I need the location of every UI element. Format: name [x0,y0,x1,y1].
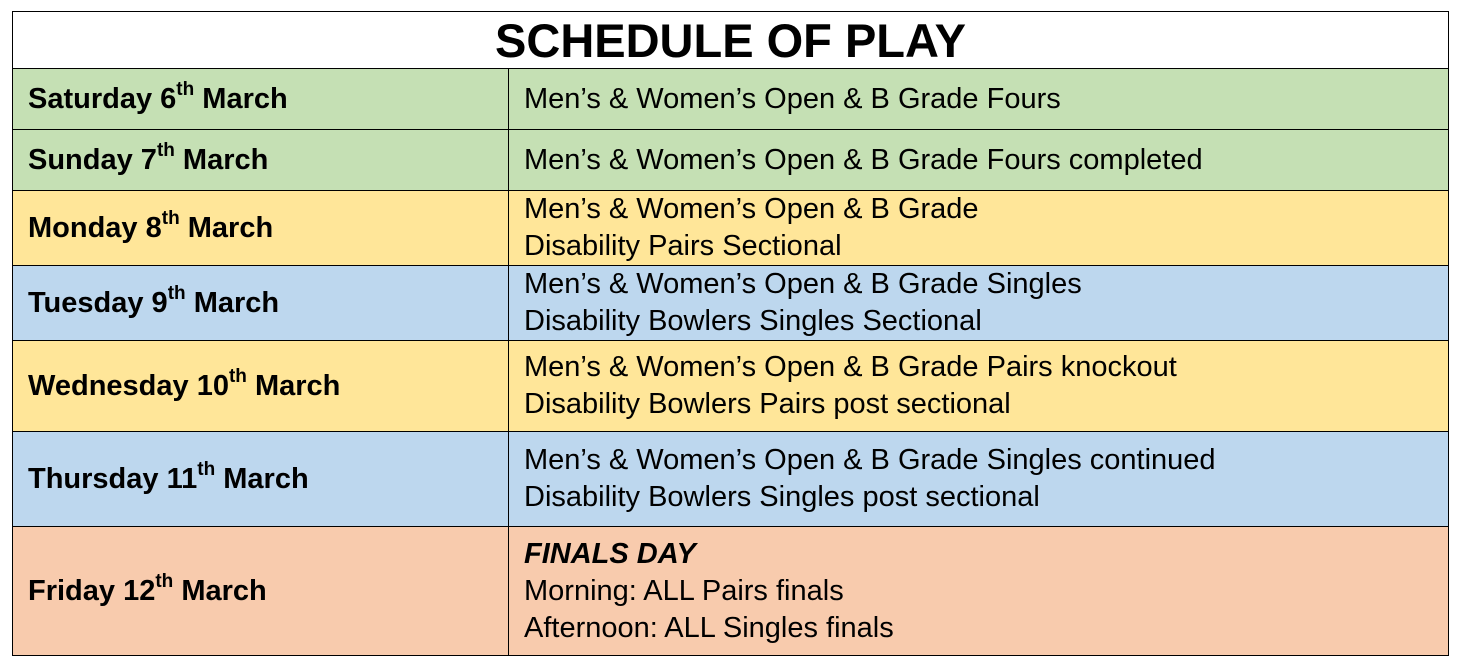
finals-day-heading: FINALS DAY [524,537,696,570]
activity-line: Morning: ALL Pairs finals [524,574,844,607]
day-label: Saturday 6 [28,82,177,115]
day-cell [13,130,509,191]
day-month: March [194,82,288,115]
day-month: March [173,574,267,607]
activity-line: Men’s & Women’s Open & B Grade Fours completed [524,143,1203,176]
day-month: March [185,286,280,319]
day-ordinal: th [161,207,180,229]
day-cell [13,191,509,266]
day-ordinal: th [197,458,216,480]
day-cell [13,432,509,527]
activity-line: Disability Bowlers Singles Sectional [524,305,982,337]
activity-line: Disability Pairs Sectional [524,230,842,262]
schedule-row [13,266,1449,341]
day-cell [13,341,509,432]
activity-line: Disability Bowlers Pairs post sectional [524,388,1011,420]
activity-line: Men’s & Women’s Open & B Grade Singles [524,268,1082,300]
activity-cell [509,69,1449,130]
activity-cell [509,191,1449,266]
day-month: March [215,462,309,495]
day-cell [13,266,509,341]
activity-cell [509,432,1449,527]
schedule-row [13,69,1449,130]
day-label: Tuesday 9 [28,286,168,319]
schedule-row [13,432,1449,527]
day-month: March [179,211,274,244]
day-label: Wednesday 10 [28,369,229,402]
activity-line: Men’s & Women’s Open & B Grade Fours [524,82,1061,115]
activity-cell [509,266,1449,341]
activity-line: Disability Bowlers Singles post sectional [524,481,1040,513]
day-month: March [174,143,269,176]
day-label: Monday 8 [28,211,162,244]
activity-cell [509,341,1449,432]
day-ordinal: th [167,282,186,304]
title-row [13,12,1449,69]
day-ordinal: th [176,78,195,100]
day-cell [13,527,509,656]
schedule-row [13,191,1449,266]
activity-line: Men’s & Women’s Open & B Grade Pairs knockout [524,351,1177,383]
day-label: Sunday 7 [28,143,157,176]
day-ordinal: th [155,570,174,592]
schedule-title: SCHEDULE OF PLAY [13,12,1449,69]
day-month: March [246,369,341,402]
schedule-table [12,11,1449,656]
activity-line: Men’s & Women’s Open & B Grade Singles continued [524,444,1216,476]
schedule-row [13,527,1449,656]
activity-line: Men’s & Women’s Open & B Grade [524,193,979,225]
day-label: Friday 12 [28,574,156,607]
activity-line: Afternoon: ALL Singles finals [524,611,894,644]
schedule-row [13,130,1449,191]
day-ordinal: th [156,139,175,161]
schedule-row [13,341,1449,432]
day-cell [13,69,509,130]
day-ordinal: th [228,365,247,387]
day-label: Thursday 11 [28,462,198,495]
activity-cell [509,130,1449,191]
activity-cell [509,527,1449,656]
